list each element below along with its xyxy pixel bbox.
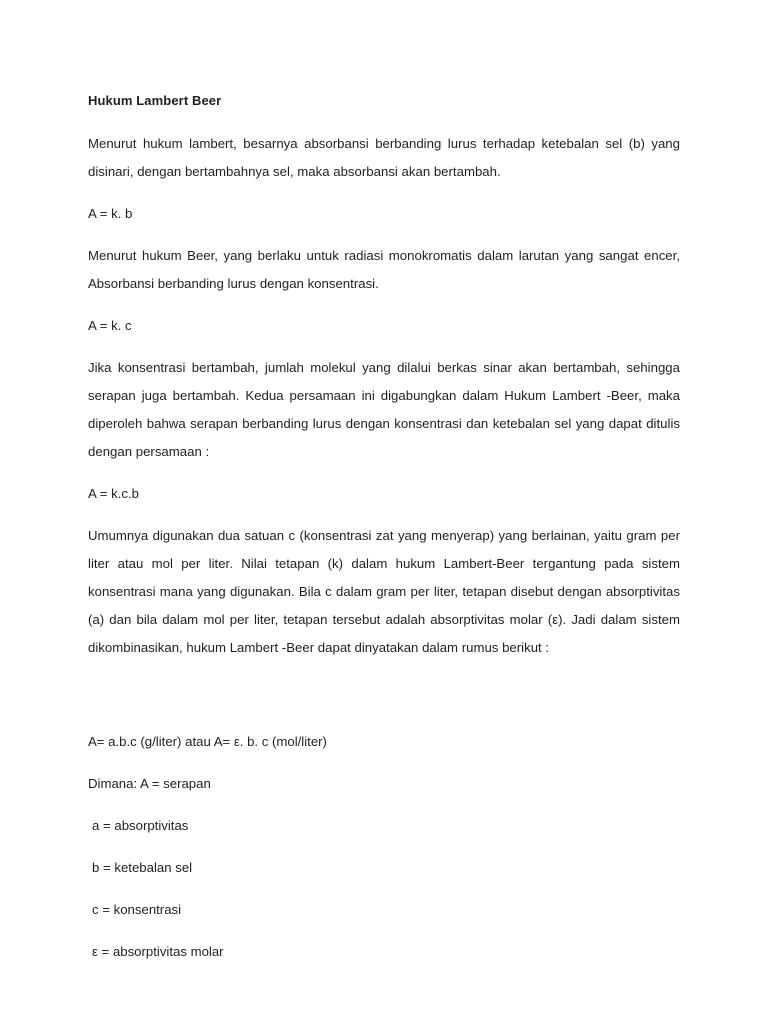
definition-list [88,770,680,966]
definition-item-b: b = ketebalan sel [92,860,193,875]
blank-line-spacer [88,676,680,728]
paragraph-lambert-law: Menurut hukum lambert, besarnya absorbansi berbanding lurus terhadap ketebalan sel (b) yang disinari, dengan bertambahnya sel, maka absorbansi akan bertambah. [88,136,680,179]
formula-a-equals-k-c: A = k. c [88,318,132,333]
document-body [88,92,680,980]
formula-main-lambert-beer: A= a.b.c (g/liter) atau A= ε. b. c (mol/liter) [88,734,327,749]
definition-item-a: a = absorptivitas [92,818,189,833]
formula-a-equals-k-c-b: A = k.c.b [88,486,139,501]
page-title: Hukum Lambert Beer [88,93,222,108]
definition-heading: Dimana: A = serapan [88,776,211,791]
definition-item-c: c = konsentrasi [92,902,182,917]
definition-item-epsilon: ε = absorptivitas molar [92,944,224,959]
paragraph-units-explanation: Umumnya digunakan dua satuan c (konsentrasi zat yang menyerap) yang berlainan, yaitu gram per liter atau mol per liter. Nilai tetapan (k) dalam hukum Lambert-Beer tergantung pada sistem konsentrasi mana yang digunakan. Bila c dalam gram per liter, tetapan disebut dengan absorptivitas (a) dan bila dalam mol per liter, tetapan tersebut adalah absorptivitas molar (ε). Jadi dalam sistem dikombinasikan, hukum Lambert -Beer dapat dinyatakan dalam rumus berikut : [88,528,680,655]
paragraph-beer-law: Menurut hukum Beer, yang berlaku untuk radiasi monokromatis dalam larutan yang sangat encer, Absorbansi berbanding lurus dengan konsentrasi. [88,248,680,291]
paragraph-combined-law: Jika konsentrasi bertambah, jumlah molekul yang dilalui berkas sinar akan bertambah, sehingga serapan juga bertambah. Kedua persamaan ini digabungkan dalam Hukum Lambert -Beer, maka diperoleh bahwa serapan berbanding lurus dengan konsentrasi dan ketebalan sel yang dapat ditulis dengan persamaan : [88,360,680,459]
formula-a-equals-k-b: A = k. b [88,206,133,221]
